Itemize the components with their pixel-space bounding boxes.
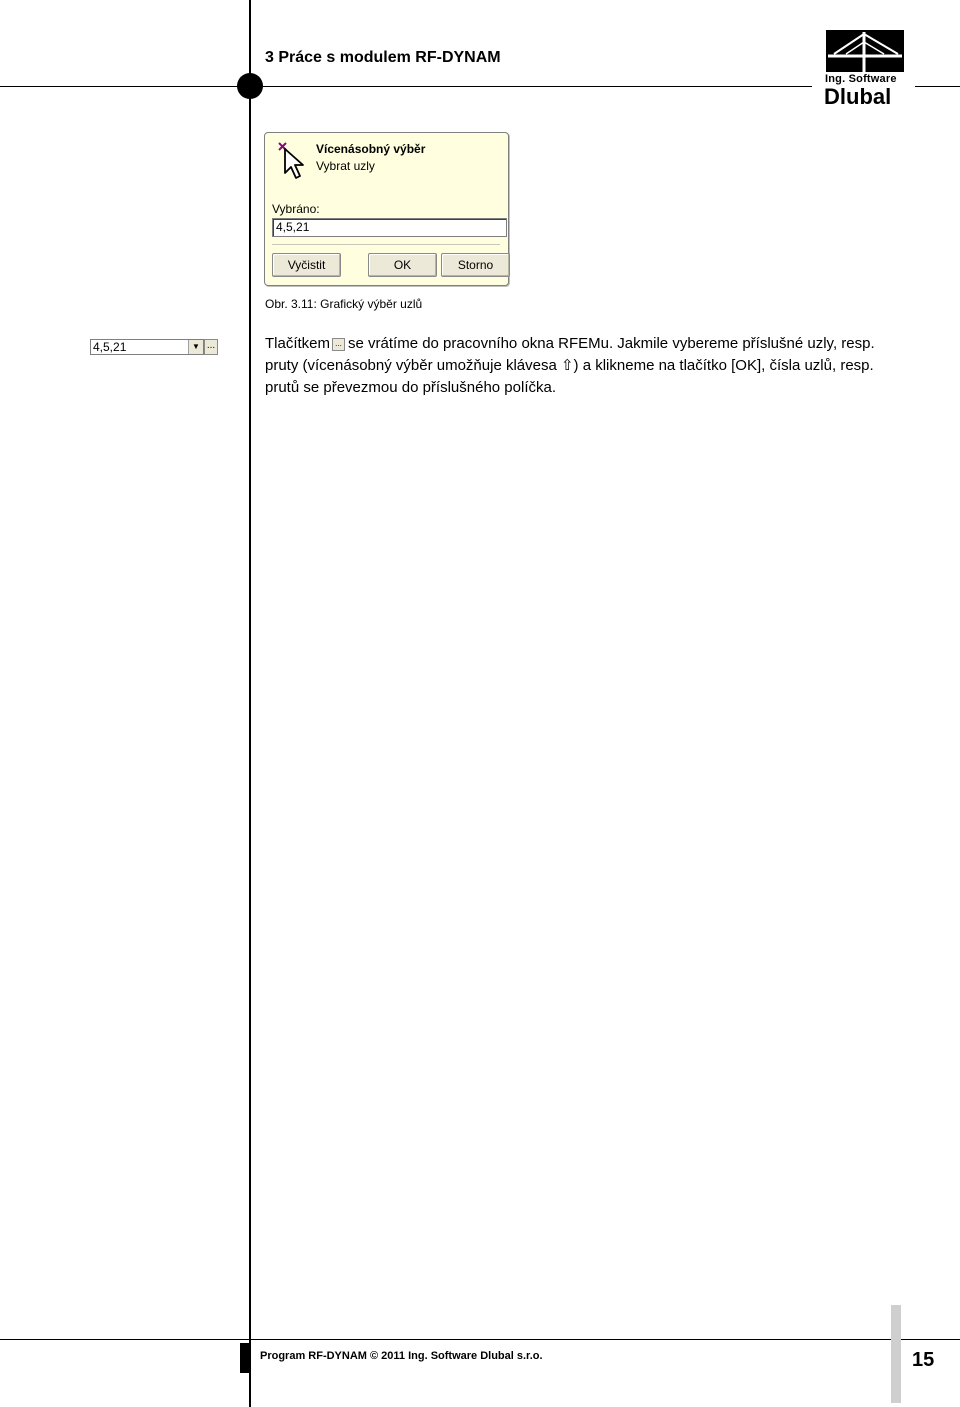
paragraph-line-1-start: Tlačítkem [265, 335, 331, 352]
multiple-selection-dialog [264, 132, 509, 286]
header-rule [0, 86, 812, 87]
ok-button[interactable]: OK [368, 253, 437, 277]
margin-combo-value[interactable]: 4,5,21 [90, 339, 204, 355]
margin-divider-line [249, 0, 251, 1407]
dlubal-logo [822, 28, 906, 112]
footer-copyright: Program RF-DYNAM © 2011 Ing. Software Dlubal s.r.o. [260, 1350, 543, 1362]
page-number: 15 [912, 1349, 935, 1371]
footer-side-bar [891, 1305, 901, 1403]
footer-rule [0, 1339, 960, 1340]
paragraph-line-2: pruty (vícenásobný výběr umožňuje klávesa ⇧) a klikneme na tlačítko [OK], čísla uzlů, resp. [265, 357, 874, 374]
clear-button[interactable]: Vyčistit [272, 253, 341, 277]
dropdown-arrow-icon[interactable]: ▼ [188, 340, 203, 354]
header-rule-right [915, 86, 960, 87]
paragraph-line-3: prutů se převezmou do příslušného políčka. [265, 379, 556, 396]
body-paragraph [265, 333, 915, 399]
bridge-logo-icon [826, 30, 904, 72]
chapter-title: 3 Práce s modulem RF-DYNAM [265, 49, 501, 66]
logo-tagline: Ing. Software [825, 73, 897, 85]
selection-cursor-icon [277, 141, 307, 179]
inline-select-button-icon: ... [332, 338, 345, 351]
selected-label: Vybráno: [272, 202, 320, 216]
dialog-separator [272, 244, 500, 245]
logo-wordmark: Dlubal [824, 84, 892, 109]
paragraph-line-1-end: se vrátíme do pracovního okna RFEMu. Jakmile vybereme příslušné uzly, resp. [348, 335, 875, 352]
footer-marker [240, 1343, 250, 1373]
margin-node-combobox[interactable] [90, 339, 218, 355]
selected-nodes-input[interactable]: 4,5,21 [272, 218, 507, 237]
cancel-button[interactable]: Storno [441, 253, 510, 277]
pick-in-graphics-button[interactable]: ... [204, 339, 218, 355]
paragraph-line-1 [265, 333, 915, 355]
dialog-subtitle: Vybrat uzly [316, 159, 375, 173]
figure-caption: Obr. 3.11: Grafický výběr uzlů [265, 297, 423, 311]
dialog-title: Vícenásobný výběr [316, 142, 426, 156]
header-bullet [237, 73, 263, 99]
